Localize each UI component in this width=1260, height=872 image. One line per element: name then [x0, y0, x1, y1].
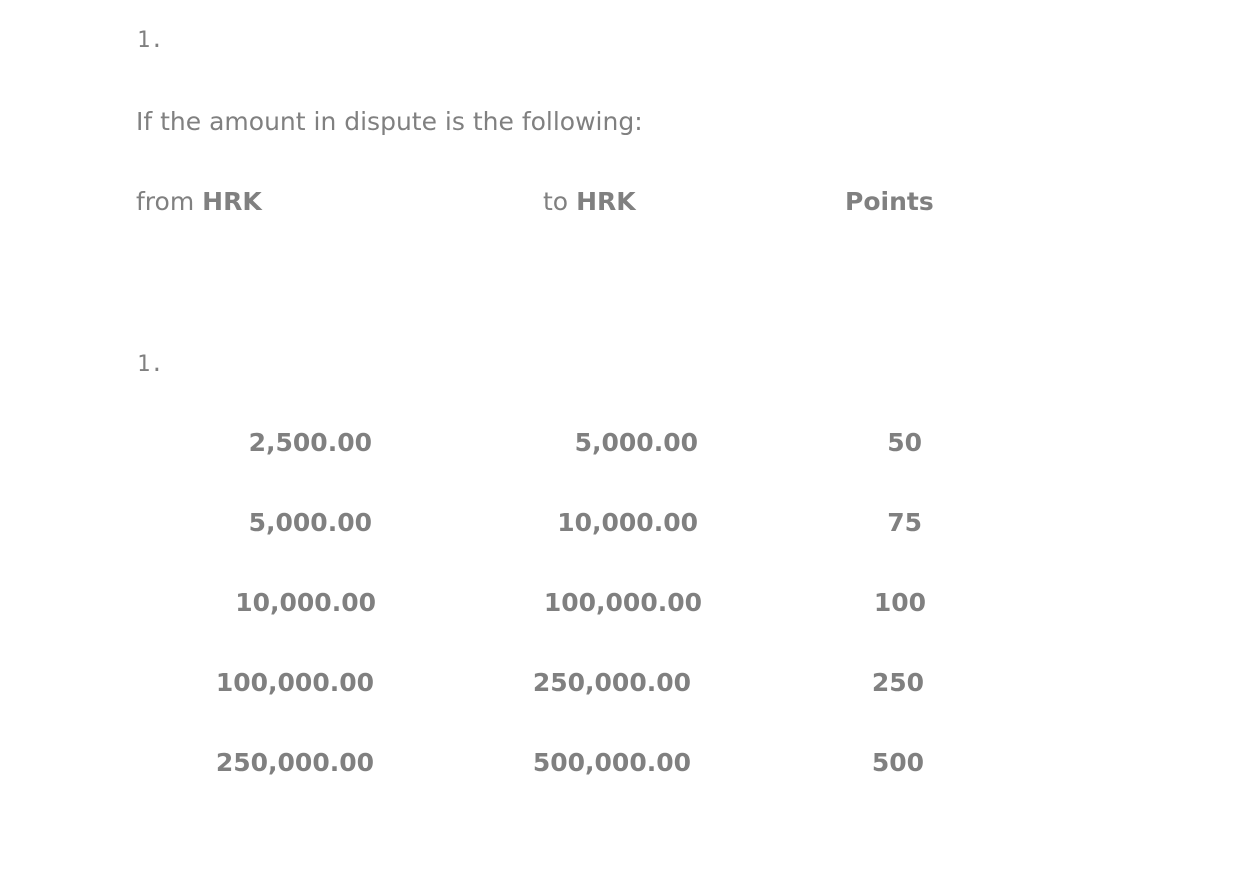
list-marker: 1.	[137, 352, 164, 377]
header-from-prefix: from	[136, 187, 195, 216]
points-value: 75	[887, 508, 922, 537]
from-amount: 2,500.00	[248, 428, 372, 457]
points-value: 250	[871, 668, 924, 697]
from-amount: 250,000.00	[215, 748, 374, 777]
header-to-currency: HRK	[576, 187, 636, 216]
to-amount: 10,000.00	[557, 508, 698, 537]
header-points: Points	[845, 187, 934, 216]
to-amount: 250,000.00	[532, 668, 691, 697]
to-amount: 500,000.00	[532, 748, 691, 777]
from-amount: 10,000.00	[235, 588, 376, 617]
header-from-currency: HRK	[202, 187, 262, 216]
list-marker: 1.	[137, 28, 164, 53]
header-to	[543, 187, 636, 217]
to-amount: 5,000.00	[574, 428, 698, 457]
points-value: 50	[887, 428, 922, 457]
table-row	[0, 508, 1260, 588]
from-amount: 5,000.00	[248, 508, 372, 537]
to-amount: 100,000.00	[543, 588, 702, 617]
table-row	[0, 588, 1260, 668]
header-from	[136, 187, 262, 217]
points-table	[0, 428, 1260, 828]
points-value: 500	[871, 748, 924, 777]
intro-text: If the amount in dispute is the following:	[136, 107, 643, 136]
points-value: 100	[873, 588, 926, 617]
from-amount: 100,000.00	[215, 668, 374, 697]
header-to-prefix: to	[543, 187, 569, 216]
table-row	[0, 668, 1260, 748]
table-row	[0, 748, 1260, 828]
table-row	[0, 428, 1260, 508]
